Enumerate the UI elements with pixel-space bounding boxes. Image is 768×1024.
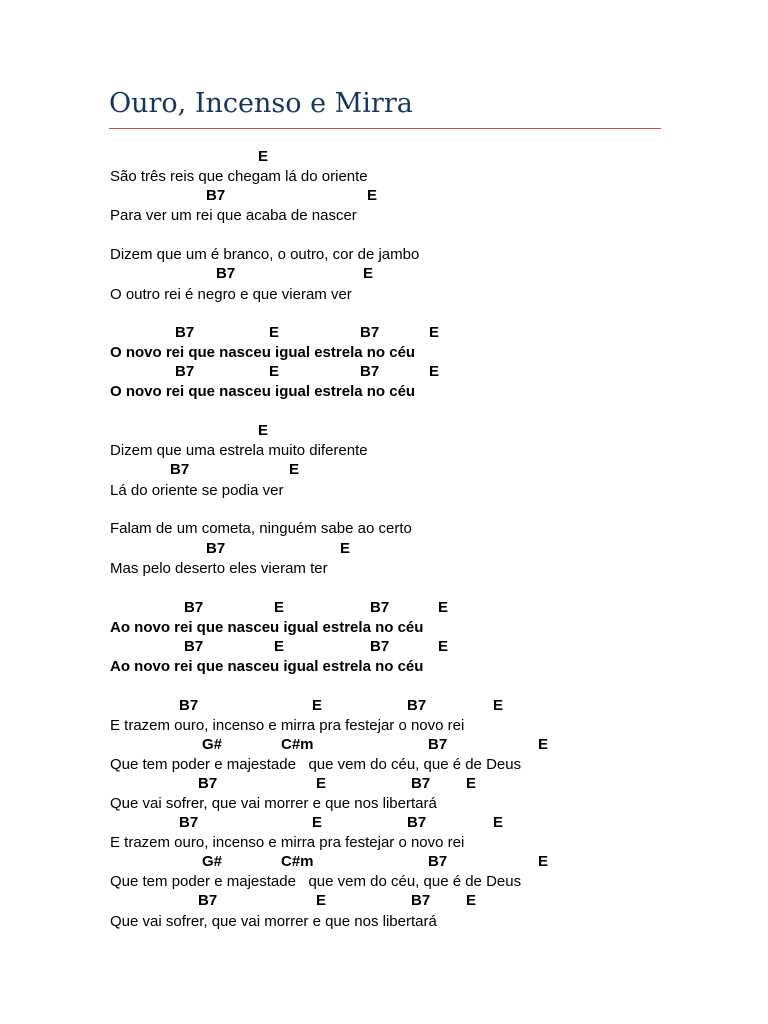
chord-symbol: B7 [198,775,218,792]
chord-symbol: G# [202,853,223,870]
chord-symbol: B7 [370,638,390,655]
title-underline [109,128,661,129]
chord-symbol: B7 [179,814,199,831]
chord-symbol: E [466,775,477,792]
chord-symbol: B7 [411,892,431,909]
chord-symbol: E [312,814,323,831]
chord-symbol: B7 [175,363,195,380]
chorus-lyric-line: Ao novo rei que nasceu igual estrela no céu [110,658,424,675]
lyric-line: Que tem poder e majestade que vem do céu, que é de Deus [110,756,522,773]
lyric-line: Falam de um cometa, ninguém sabe ao certo [110,520,412,537]
chord-symbol: E [429,324,440,341]
chord-symbol: E [340,540,351,557]
chord-symbol: B7 [428,736,448,753]
lyric-line: Mas pelo deserto eles vieram ter [110,560,328,577]
chord-symbol: E [493,814,504,831]
chord-symbol: B7 [175,324,195,341]
chord-symbol: E [269,363,280,380]
lyric-line: Que tem poder e majestade que vem do céu, que é de Deus [110,873,522,890]
lyric-line: Que vai sofrer, que vai morrer e que nos libertará [110,795,437,812]
chord-symbol: B7 [206,540,226,557]
lyric-line: Lá do oriente se podia ver [110,482,284,499]
lyric-line: Dizem que uma estrela muito diferente [110,442,368,459]
chord-symbol: B7 [184,599,204,616]
lyric-line: E trazem ouro, incenso e mirra pra festejar o novo rei [110,717,465,734]
chord-symbol: B7 [407,814,427,831]
chord-symbol: E [289,461,300,478]
chord-symbol: E [274,638,285,655]
chord-symbol: E [274,599,285,616]
chord-symbol: G# [202,736,223,753]
chord-symbol: E [367,187,378,204]
song-title: Ouro, Incenso e Mirra [109,88,413,119]
chord-symbol: B7 [216,265,236,282]
chord-symbol: B7 [360,363,380,380]
chord-symbol: B7 [198,892,218,909]
lyric-line: Que vai sofrer, que vai morrer e que nos libertará [110,913,437,930]
lyric-line: Dizem que um é branco, o outro, cor de jambo [110,246,420,263]
chord-symbol: E [316,892,327,909]
chorus-lyric-line: O novo rei que nasceu igual estrela no céu [110,383,416,400]
chord-symbol: B7 [411,775,431,792]
chord-symbol: B7 [407,697,427,714]
chord-symbol: E [312,697,323,714]
chord-symbol: E [269,324,280,341]
chord-symbol: B7 [360,324,380,341]
chord-symbol: E [429,363,440,380]
lyric-line: São três reis que chegam lá do oriente [110,168,368,185]
lyric-line: Para ver um rei que acaba de nascer [110,207,357,224]
chord-symbol: E [538,736,549,753]
chord-symbol: E [438,599,449,616]
chord-symbol: E [316,775,327,792]
chorus-lyric-line: O novo rei que nasceu igual estrela no céu [110,344,416,361]
chord-symbol: B7 [179,697,199,714]
chord-symbol: E [493,697,504,714]
chord-symbol: B7 [428,853,448,870]
chord-symbol: E [438,638,449,655]
chord-symbol: C#m [281,853,314,870]
chord-symbol: B7 [370,599,390,616]
lyric-line: E trazem ouro, incenso e mirra pra festejar o novo rei [110,834,465,851]
lyric-line: O outro rei é negro e que vieram ver [110,286,352,303]
chord-symbol: E [466,892,477,909]
chord-symbol: B7 [184,638,204,655]
chord-symbol: E [538,853,549,870]
chord-symbol: B7 [206,187,226,204]
chord-symbol: E [363,265,374,282]
chord-symbol: B7 [170,461,190,478]
chord-symbol: E [258,422,269,439]
chord-symbol: E [258,148,269,165]
chord-symbol: C#m [281,736,314,753]
chorus-lyric-line: Ao novo rei que nasceu igual estrela no céu [110,619,424,636]
